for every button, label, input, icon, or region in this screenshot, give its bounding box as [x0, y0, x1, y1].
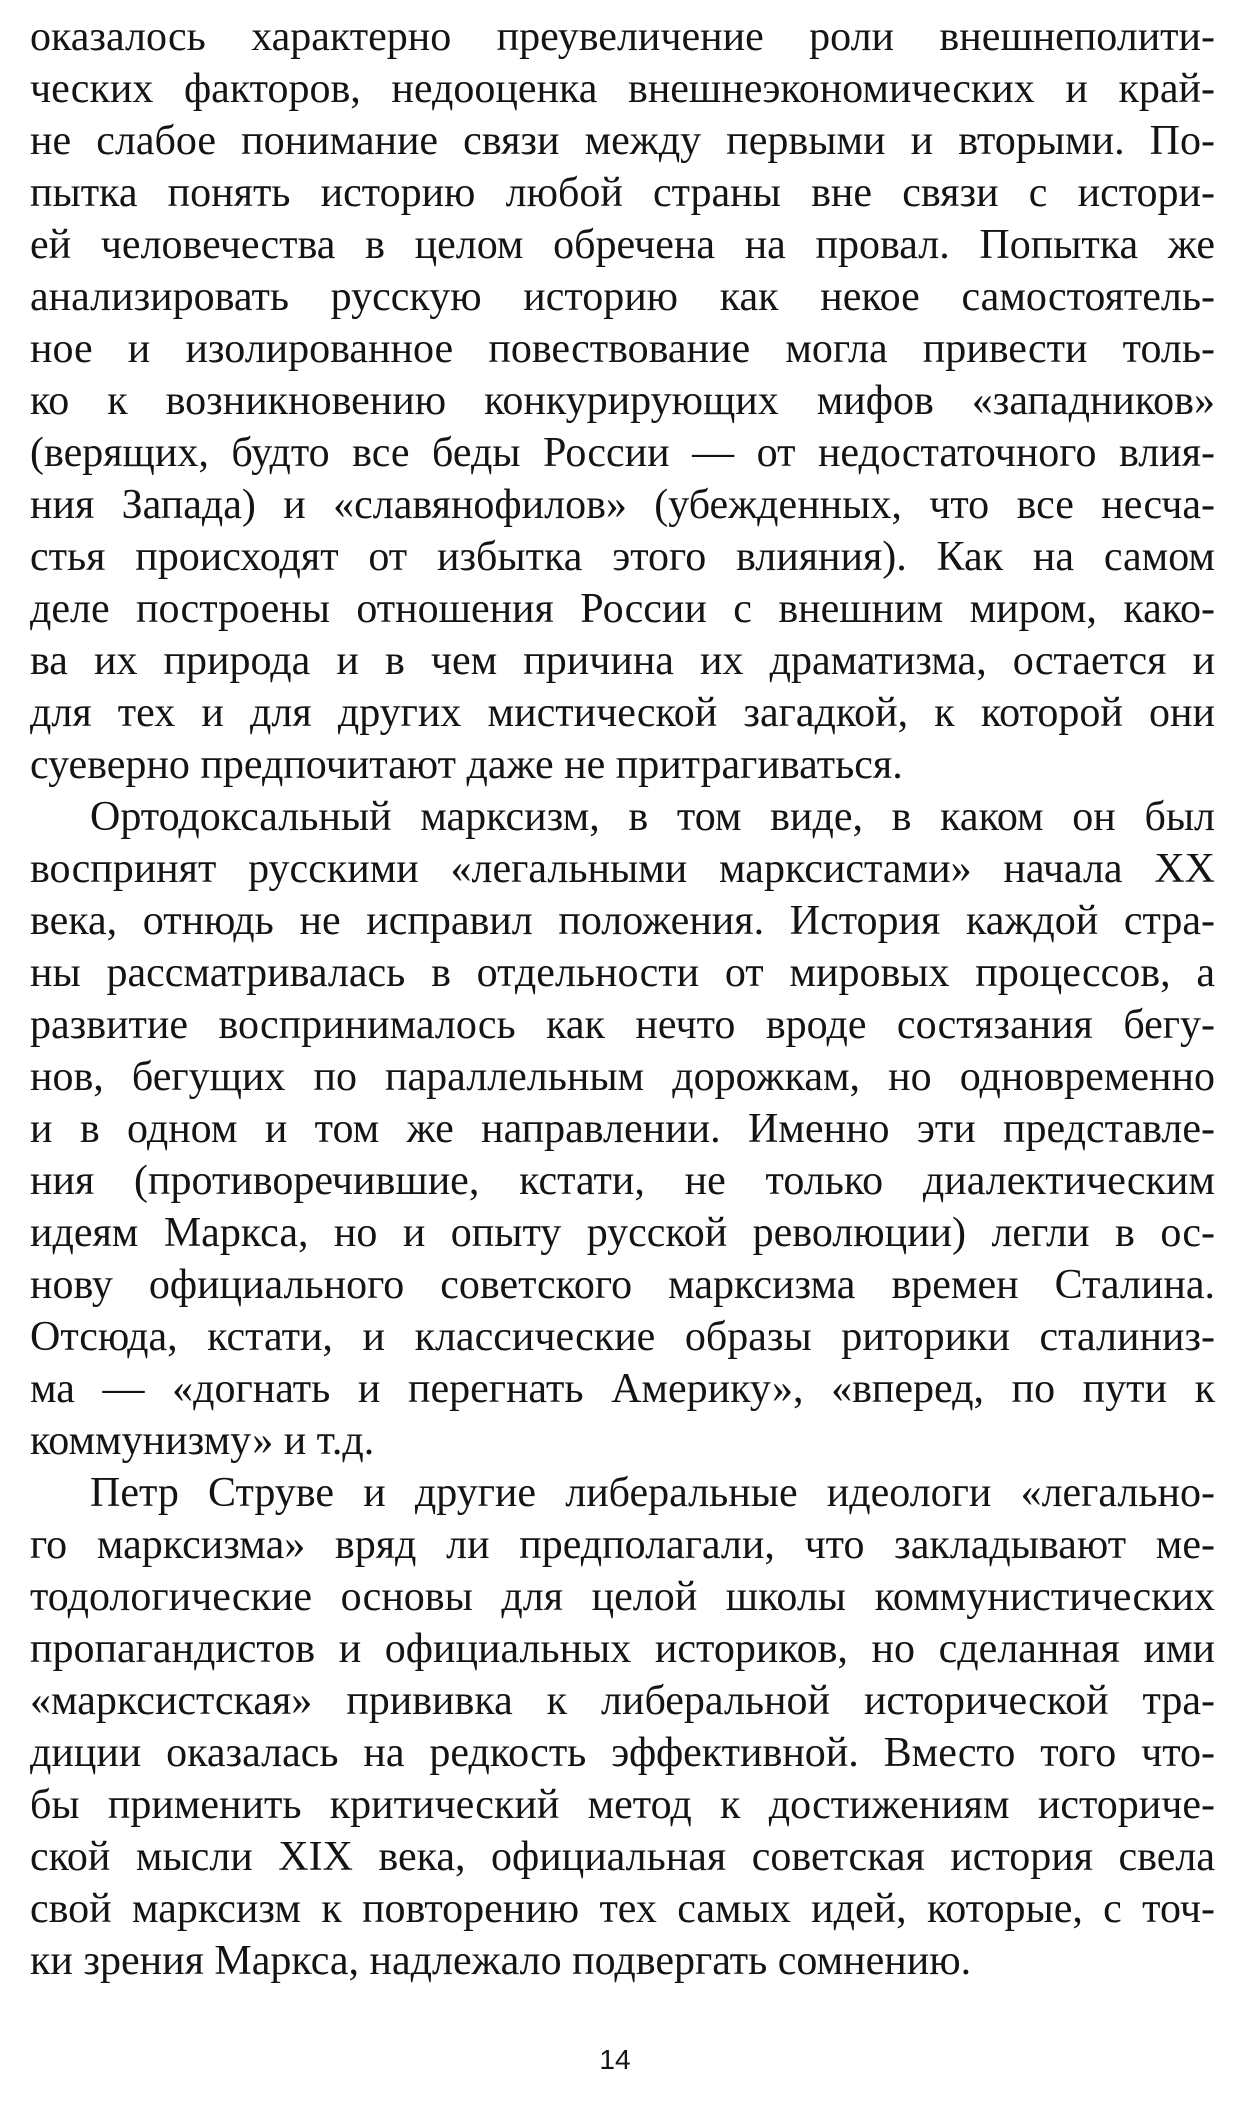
text-line: бы применить критический метод к достижениям историче- — [30, 1782, 1215, 1828]
text-line: стья происходят от избытка этого влияния). Как на самом — [30, 534, 1215, 580]
text-line: (верящих, будто все беды России — от недостаточного влия- — [30, 430, 1215, 476]
paragraph-1 — [30, 11, 1215, 791]
text-line: ния Запада) и «славянофилов» (убежденных, что все несча- — [30, 482, 1215, 528]
body-text — [30, 11, 1215, 1987]
text-line: ческих факторов, недооценка внешнеэкономических и край- — [30, 66, 1215, 112]
text-line: для тех и для других мистической загадкой, к которой они — [30, 690, 1215, 736]
text-line: свой марксизм к повторению тех самых идей, которые, с точ- — [30, 1886, 1215, 1932]
text-line: анализировать русскую историю как некое самостоятель- — [30, 274, 1215, 320]
text-line: нову официального советского марксизма времен Сталина. — [30, 1262, 1215, 1308]
text-line: ное и изолированное повествование могла привести толь- — [30, 326, 1215, 372]
text-line: не слабое понимание связи между первыми и вторыми. По- — [30, 118, 1215, 164]
text-line: ки зрения Маркса, надлежало подвергать сомнению. — [30, 1938, 972, 1984]
text-line: тодологические основы для целой школы коммунистических — [30, 1574, 1215, 1620]
text-line: «марксистская» прививка к либеральной исторической тра- — [30, 1678, 1215, 1724]
text-line: пытка понять историю любой страны вне связи с истори- — [30, 170, 1215, 216]
text-line: Петр Струве и другие либеральные идеологи «легально- — [90, 1470, 1215, 1516]
text-line: ской мысли XIX века, официальная советская история свела — [30, 1834, 1215, 1880]
text-line: Отсюда, кстати, и классические образы риторики сталиниз- — [30, 1314, 1215, 1360]
text-line: Ортодоксальный марксизм, в том виде, в каком он был — [90, 794, 1215, 840]
text-line: оказалось характерно преувеличение роли внешнеполити- — [30, 14, 1215, 60]
text-line: суеверно предпочитают даже не притрагиваться. — [30, 742, 903, 788]
text-line: ва их природа и в чем причина их драматизма, остается и — [30, 638, 1215, 684]
text-line: ко к возникновению конкурирующих мифов «западников» — [30, 378, 1215, 424]
paragraph-3 — [30, 1467, 1215, 1987]
text-line: века, отнюдь не исправил положения. История каждой стра- — [30, 898, 1215, 944]
page-number: 14 — [599, 2044, 631, 2075]
text-line: ей человечества в целом обречена на провал. Попытка же — [30, 222, 1215, 268]
text-line: пропагандистов и официальных историков, но сделанная ими — [30, 1626, 1215, 1672]
paragraph-2 — [30, 791, 1215, 1467]
text-line: го марксизма» вряд ли предполагали, что закладывают ме- — [30, 1522, 1215, 1568]
text-line: и в одном и том же направлении. Именно эти представле- — [30, 1106, 1215, 1152]
text-line: идеям Маркса, но и опыту русской революции) легли в ос- — [30, 1210, 1215, 1256]
text-line: диции оказалась на редкость эффективной. Вместо того что- — [30, 1730, 1215, 1776]
text-line: развитие воспринималось как нечто вроде состязания бегу- — [30, 1002, 1215, 1048]
text-line: ния (противоречившие, кстати, не только диалектическим — [30, 1158, 1215, 1204]
text-line: ма — «догнать и перегнать Америку», «вперед, по пути к — [30, 1366, 1215, 1412]
text-line: нов, бегущих по параллельным дорожкам, но одновременно — [30, 1054, 1215, 1100]
text-line: деле построены отношения России с внешним миром, како- — [30, 586, 1215, 632]
text-line: воспринят русскими «легальными марксистами» начала XX — [30, 846, 1215, 892]
text-line: ны рассматривалась в отдельности от мировых процессов, а — [30, 950, 1215, 996]
text-line: коммунизму» и т.д. — [30, 1418, 375, 1464]
